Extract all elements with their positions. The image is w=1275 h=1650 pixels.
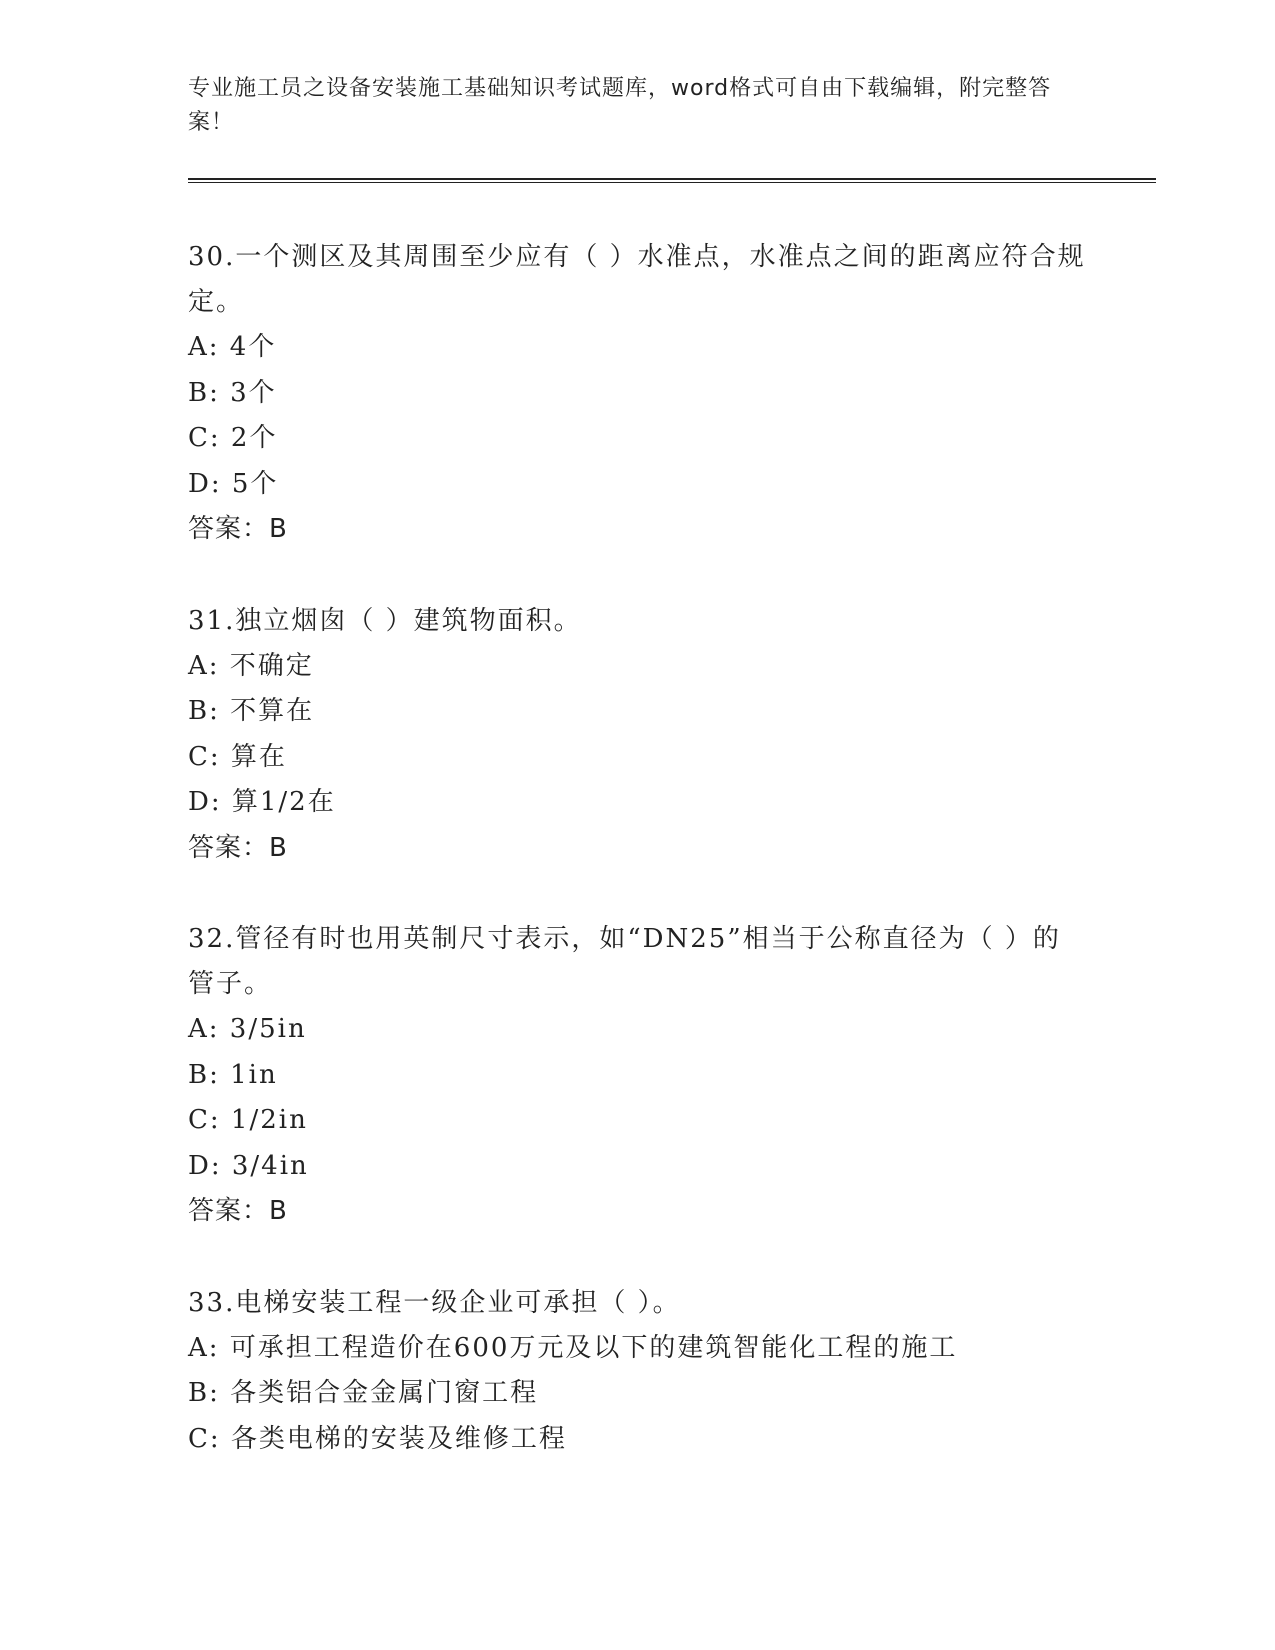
option-d: D: 3/4in [188,1150,309,1181]
option-c: C: 1/2in [188,1105,308,1135]
question-list [188,235,1088,1508]
answer-line: 答案：B [188,832,288,863]
document-header: 专业施工员之设备安装施工基础知识考试题库，word格式可自由下载编辑，附完整答案！ [188,76,1052,135]
header-divider [188,178,1156,183]
option-d: D: 算1/2在 [188,787,336,817]
question-30 [188,235,1088,553]
option-d: D: 5个 [188,468,279,499]
option-b: B: 不算在 [188,696,315,726]
question-stem: 32.管径有时也用英制尺寸表示，如“DN25”相当于公称直径为（ ）的管子。 [188,924,1061,999]
option-a: A: 可承担工程造价在600万元及以下的建筑智能化工程的施工 [188,1332,958,1363]
option-a: A: 4个 [188,332,277,362]
option-a: A: 3/5in [188,1014,307,1044]
option-a: A: 不确定 [188,650,314,681]
option-c: C: 各类电梯的安装及维修工程 [188,1423,567,1454]
question-32 [188,917,1088,1235]
option-b: B: 3个 [188,377,277,408]
question-31 [188,599,1088,872]
option-c: C: 算在 [188,741,287,772]
option-c: C: 2个 [188,423,278,453]
answer-line: 答案：B [188,514,288,544]
option-b: B: 1in [188,1059,278,1090]
question-33 [188,1281,1088,1463]
question-stem: 33.电梯安装工程一级企业可承担（ ）。 [188,1287,681,1318]
answer-line: 答案：B [188,1196,288,1226]
question-stem: 30.一个测区及其周围至少应有（ ）水准点，水准点之间的距离应符合规定。 [188,242,1086,317]
question-stem: 31.独立烟囱（ ）建筑物面积。 [188,605,582,636]
option-b: B: 各类铝合金金属门窗工程 [188,1378,539,1408]
